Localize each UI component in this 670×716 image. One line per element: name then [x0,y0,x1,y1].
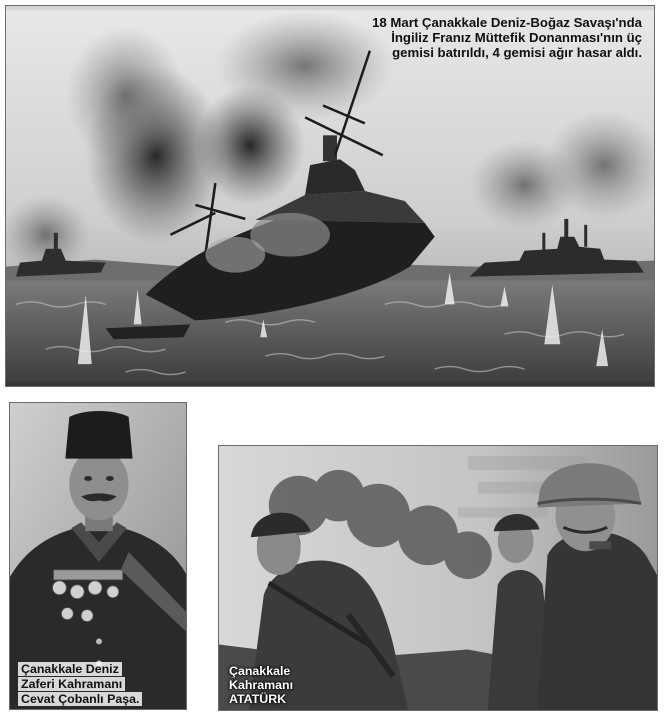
battle-caption-line-3: gemisi batırıldı, 4 gemisi ağır hasar aldı. [392,44,642,60]
battle-caption-line-1: 18 Mart Çanakkale Deniz-Boğaz Savaşı'nda [372,15,642,30]
ataturk-caption [229,664,293,706]
battle-photo-clipping [5,5,655,387]
battle-illustration [6,6,654,386]
pasha-caption [18,662,142,707]
pasha-caption-line-3: Cevat Çobanlı Paşa. [18,692,142,706]
battle-caption [372,16,642,61]
ataturk-caption-line-1: Çanakkale [229,663,291,678]
pasha-caption-line-1: Çanakkale Deniz [18,662,122,676]
ataturk-photo-clipping [218,445,658,711]
pasha-caption-line-2: Zaferi Kahramanı [18,677,125,691]
ataturk-caption-line-3: ATATÜRK [229,691,287,706]
ataturk-caption-line-2: Kahramanı [229,677,294,692]
pasha-photo-clipping [9,402,187,710]
battle-caption-line-2: İngiliz Franız Müttefik Donanması'nın üç [391,29,642,45]
